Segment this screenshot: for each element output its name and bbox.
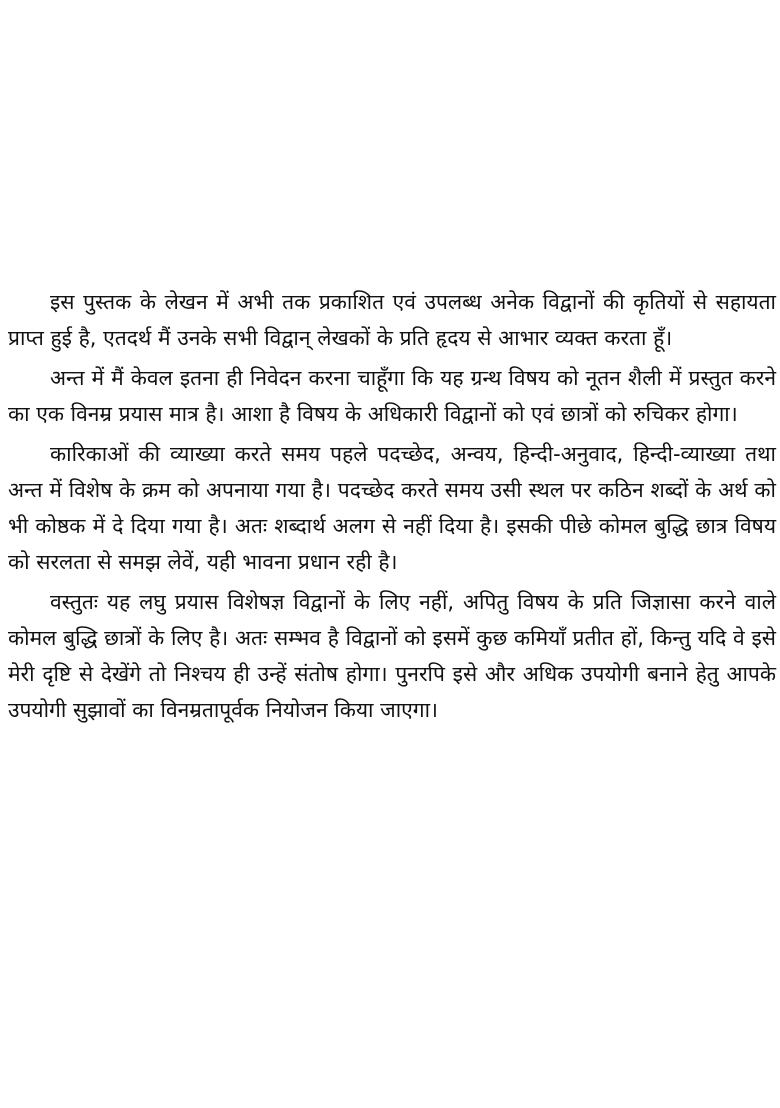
preface-text <box>8 284 776 732</box>
paragraph-1: इस पुस्तक के लेखन में अभी तक प्रकाशित एवं उपलब्ध अनेक विद्वानों की कृतियों से सहायता प्राप्त हुई है, एतदर्थ मैं उनके सभी विद्वान् लेखकों के प्रति हृदय से आभार व्यक्त करता हूँ। <box>8 290 776 350</box>
paragraph-2: अन्त में मैं केवल इतना ही निवेदन करना चाहूँगा कि यह ग्रन्थ विषय को नूतन शैली में प्रस्तुत करने का एक विनम्र प्रयास मात्र है। आशा है विषय के अधिकारी विद्वानों को एवं छात्रों को रुचिकर होगा। <box>8 366 776 426</box>
paragraph-3: कारिकाओं की व्याख्या करते समय पहले पदच्छेद, अन्वय, हिन्दी-अनुवाद, हिन्दी-व्याख्या तथा अन्त में विशेष के क्रम को अपनाया गया है। पदच्छेद करते समय उसी स्थल पर कठिन शब्दों के अर्थ को भी कोष्ठक में दे दिया गया है। अतः शब्दार्थ अलग से नहीं दिया है। इसकी पीछे कोमल बुद्धि छात्र विषय को सरलता से समझ लेवें, यही भावना प्रधान रही है। <box>8 442 776 574</box>
paragraph-4: वस्तुतः यह लघु प्रयास विशेषज्ञ विद्वानों के लिए नहीं, अपितु विषय के प्रति जिज्ञासा करने वाले कोमल बुद्धि छात्रों के लिए है। अतः सम्भव है विद्वानों को इसमें कुछ कमियाँ प्रतीत हों, किन्तु यदि वे इसे मेरी दृष्टि से देखेंगे तो निश्चय ही उन्हें संतोष होगा। पुनरपि इसे और अधिक उपयोगी बनाने हेतु आपके उपयोगी सुझावों का विनम्रतापूर्वक नियोजन किया जाएगा। <box>8 590 776 722</box>
